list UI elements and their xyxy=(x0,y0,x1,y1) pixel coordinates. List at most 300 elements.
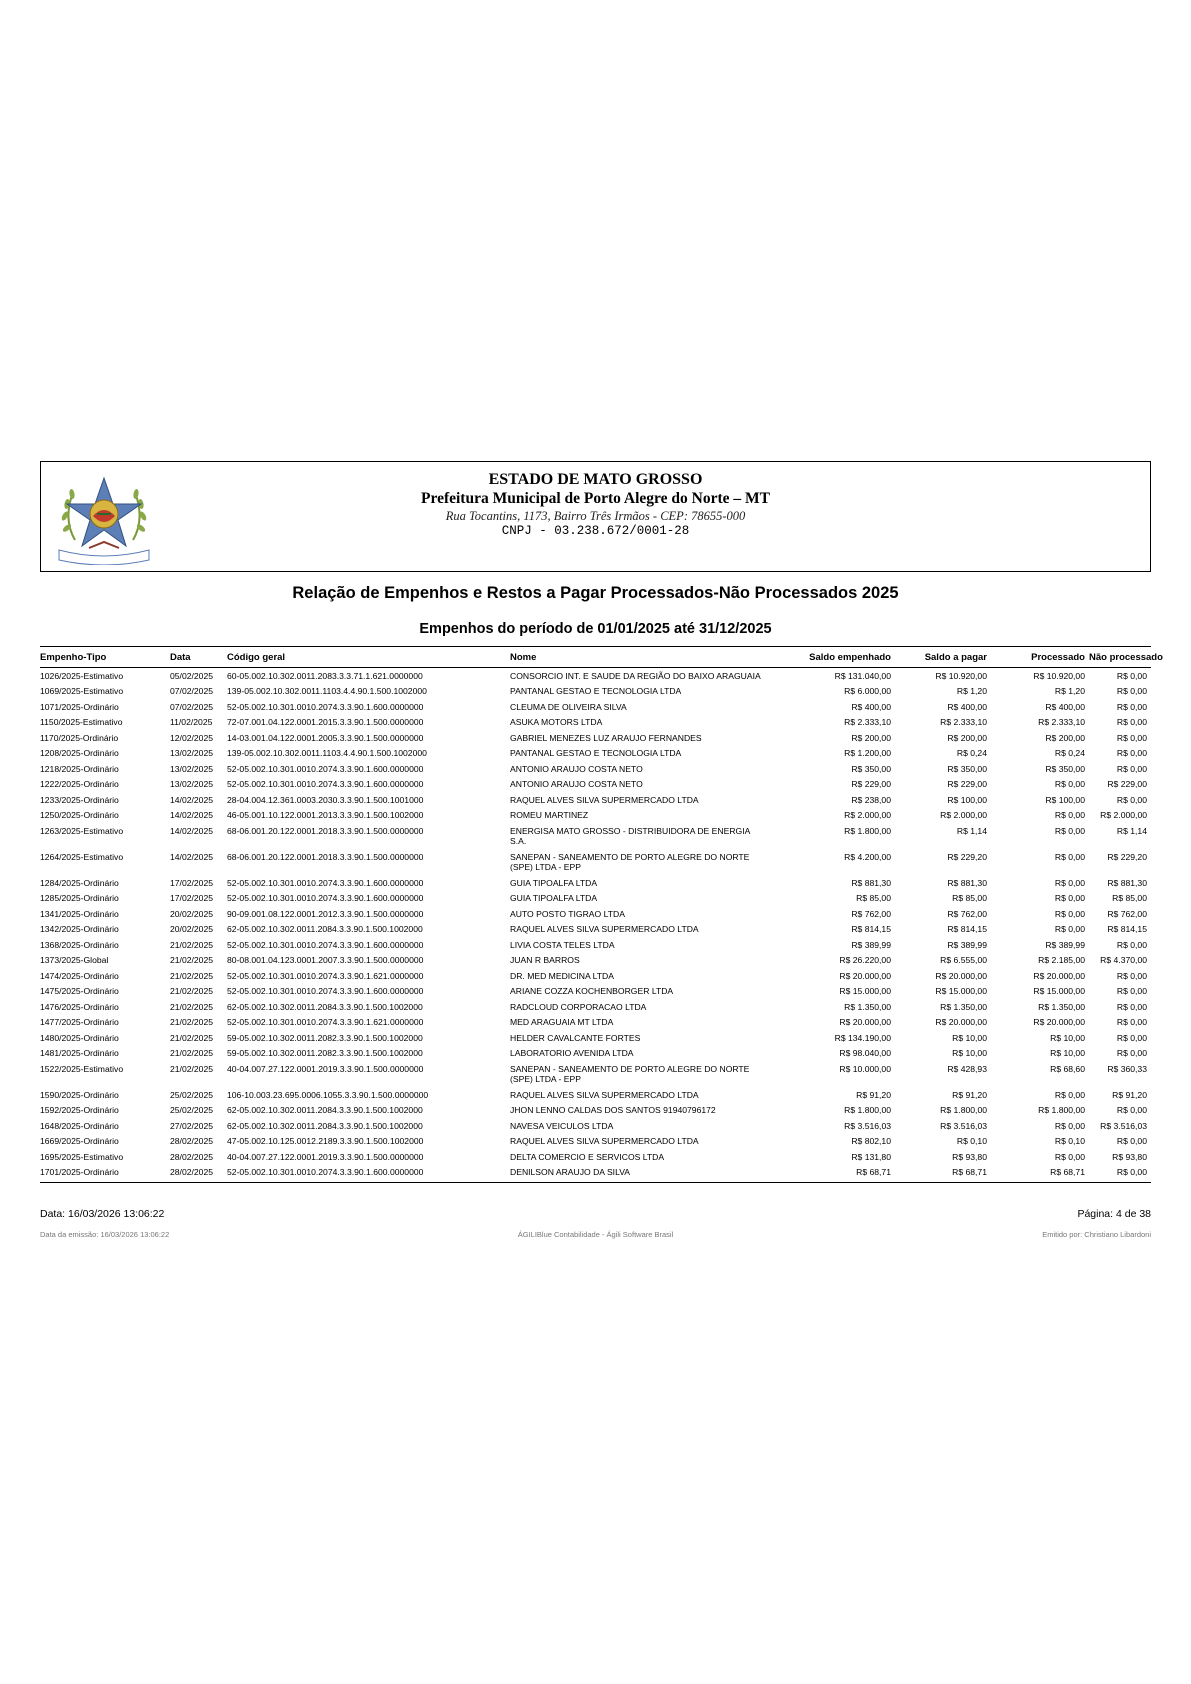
cell-processado: R$ 200,00 xyxy=(1045,732,1085,743)
state-name: ESTADO DE MATO GROSSO xyxy=(488,471,703,488)
cell-nao-processado: R$ 0,00 xyxy=(1116,717,1147,727)
footer-main xyxy=(40,1208,1151,1221)
cell-nome: SANEPAN - SANEAMENTO DE PORTO ALEGRE DO NORTE (SPE) LTDA - EPP xyxy=(510,851,750,872)
cell-codigo-geral: 28-04.004.12.361.0003.2030.3.3.90.1.500.1001000 xyxy=(227,794,424,805)
cell-saldo-a-pagar: R$ 20.000,00 xyxy=(935,970,987,981)
table-row xyxy=(40,777,1151,793)
table-row xyxy=(40,953,1151,969)
cell-processado: R$ 10.920,00 xyxy=(1033,670,1085,681)
table-row xyxy=(40,937,1151,953)
cell-saldo-empenhado: R$ 1.350,00 xyxy=(844,1001,891,1012)
table-row xyxy=(40,1030,1151,1046)
cell-processado: R$ 10,00 xyxy=(1050,1048,1085,1058)
cell-processado: R$ 0,00 xyxy=(1054,779,1085,789)
cell-saldo-empenhado: R$ 1.200,00 xyxy=(844,748,891,758)
footer-page: Página: 4 de 38 xyxy=(1077,1208,1151,1220)
cell-processado: R$ 0,00 xyxy=(1054,825,1085,836)
cell-nao-processado: R$ 0,00 xyxy=(1116,1017,1147,1027)
cell-codigo-geral: 139-05.002.10.302.0011.1103.4.4.90.1.500.1002000 xyxy=(227,748,427,758)
cell-saldo-a-pagar: R$ 350,00 xyxy=(947,763,987,774)
cell-codigo-geral: 139-05.002.10.302.0011.1103.4.4.90.1.500.1002000 xyxy=(227,686,427,696)
cell-nao-processado: R$ 93,80 xyxy=(1112,1151,1147,1162)
cell-codigo-geral: 52-05.002.10.301.0010.2074.3.3.90.1.600.0000000 xyxy=(227,877,424,888)
cell-saldo-empenhado: R$ 1.800,00 xyxy=(844,1105,891,1115)
cell-nao-processado: R$ 762,00 xyxy=(1107,908,1147,919)
cell-nao-processado: R$ 85,00 xyxy=(1112,893,1147,903)
cell-codigo-geral: 62-05.002.10.302.0011.2084.3.3.90.1.500.1002000 xyxy=(227,924,423,934)
empenhos-table-wrapper xyxy=(40,646,1163,1183)
cell-codigo-geral: 14-03.001.04.122.0001.2005.3.3.90.1.500.0000000 xyxy=(227,732,424,743)
cell-data: 07/02/2025 xyxy=(170,701,214,712)
table-bottom-rule xyxy=(40,1182,1151,1183)
cell-nao-processado: R$ 91,20 xyxy=(1112,1089,1147,1100)
cell-codigo-geral: 68-06.001.20.122.0001.2018.3.3.90.1.500.0000000 xyxy=(227,825,424,836)
cell-codigo-geral: 40-04.007.27.122.0001.2019.3.3.90.1.500.0000000 xyxy=(227,1151,424,1162)
cell-codigo-geral: 52-05.002.10.301.0010.2074.3.3.90.1.600.0000000 xyxy=(227,763,424,774)
cell-saldo-a-pagar: R$ 814,15 xyxy=(947,924,987,934)
cell-nao-processado: R$ 0,00 xyxy=(1116,670,1147,681)
cell-codigo-geral: 62-05.002.10.302.0011.2084.3.3.90.1.500.1002000 xyxy=(227,1120,423,1131)
cell-nome: MED ARAGUAIA MT LTDA xyxy=(510,1017,614,1027)
cell-empenho-tipo: 1695/2025-Estimativo xyxy=(40,1151,124,1162)
cell-data: 14/02/2025 xyxy=(170,794,214,805)
cell-processado: R$ 389,99 xyxy=(1045,939,1085,950)
cell-processado: R$ 0,00 xyxy=(1054,877,1085,888)
cell-empenho-tipo: 1285/2025-Ordinário xyxy=(40,893,119,903)
cell-codigo-geral: 52-05.002.10.301.0010.2074.3.3.90.1.600.0000000 xyxy=(227,893,424,903)
cell-empenho-tipo: 1522/2025-Estimativo xyxy=(40,1063,124,1074)
cell-nao-processado: R$ 2.000,00 xyxy=(1100,810,1147,820)
cell-empenho-tipo: 1208/2025-Ordinário xyxy=(40,748,119,758)
table-row xyxy=(40,891,1151,907)
cell-saldo-empenhado: R$ 91,20 xyxy=(856,1089,891,1100)
cell-empenho-tipo: 1590/2025-Ordinário xyxy=(40,1089,119,1100)
cell-codigo-geral: 52-05.002.10.301.0010.2074.3.3.90.1.600.0000000 xyxy=(227,701,424,712)
col-saldo-empenhado: Saldo empenhado xyxy=(765,647,895,668)
cell-saldo-empenhado: R$ 6.000,00 xyxy=(844,686,891,696)
cell-processado: R$ 0,00 xyxy=(1054,893,1085,903)
cell-data: 21/02/2025 xyxy=(170,955,214,965)
cell-empenho-tipo: 1170/2025-Ordinário xyxy=(40,732,119,743)
cell-saldo-a-pagar: R$ 400,00 xyxy=(947,701,987,712)
cell-saldo-a-pagar: R$ 100,00 xyxy=(947,794,987,805)
table-row xyxy=(40,808,1151,824)
cell-data: 13/02/2025 xyxy=(170,748,214,758)
cell-saldo-empenhado: R$ 131,80 xyxy=(851,1151,891,1162)
cell-empenho-tipo: 1648/2025-Ordinário xyxy=(40,1120,119,1131)
cell-processado: R$ 1.800,00 xyxy=(1038,1105,1085,1115)
cell-empenho-tipo: 1069/2025-Estimativo xyxy=(40,686,124,696)
cnpj: CNPJ - 03.238.672/0001-28 xyxy=(501,524,690,538)
table-row xyxy=(40,1118,1151,1134)
cell-saldo-a-pagar: R$ 10,00 xyxy=(952,1048,987,1058)
table-body xyxy=(40,668,1151,1182)
cell-saldo-a-pagar: R$ 93,80 xyxy=(952,1151,987,1162)
col-saldo-a-pagar: Saldo a pagar xyxy=(895,647,991,668)
letterhead-text xyxy=(41,470,1150,539)
cell-processado: R$ 0,00 xyxy=(1054,1151,1085,1162)
cell-codigo-geral: 59-05.002.10.302.0011.2082.3.3.90.1.500.1002000 xyxy=(227,1032,423,1043)
cell-saldo-empenhado: R$ 802,10 xyxy=(851,1136,891,1146)
cell-saldo-a-pagar: R$ 0,10 xyxy=(956,1136,987,1146)
cell-data: 25/02/2025 xyxy=(170,1105,214,1115)
cell-empenho-tipo: 1368/2025-Ordinário xyxy=(40,939,119,950)
cell-saldo-a-pagar: R$ 762,00 xyxy=(947,908,987,919)
table-row xyxy=(40,1103,1151,1119)
cell-processado: R$ 20.000,00 xyxy=(1033,1017,1085,1027)
cell-codigo-geral: 68-06.001.20.122.0001.2018.3.3.90.1.500.0000000 xyxy=(227,851,424,862)
cell-processado: R$ 0,10 xyxy=(1054,1136,1085,1146)
cell-nao-processado: R$ 0,00 xyxy=(1116,1167,1147,1177)
table-row xyxy=(40,1165,1151,1182)
cell-nao-processado: R$ 229,20 xyxy=(1107,851,1147,862)
table-row xyxy=(40,823,1151,849)
table-row xyxy=(40,1134,1151,1150)
cell-codigo-geral: 106-10.003.23.695.0006.1055.3.3.90.1.500.0000000 xyxy=(227,1089,429,1100)
table-row xyxy=(40,792,1151,808)
cell-nome: DR. MED MEDICINA LTDA xyxy=(510,970,614,981)
cell-codigo-geral: 62-05.002.10.302.0011.2084.3.3.90.1.500.1002000 xyxy=(227,1001,423,1012)
table-row xyxy=(40,968,1151,984)
cell-nome: LABORATORIO AVENIDA LTDA xyxy=(510,1048,634,1058)
cell-saldo-empenhado: R$ 200,00 xyxy=(851,732,891,743)
cell-nome: JUAN R BARROS xyxy=(510,955,580,965)
table-row xyxy=(40,875,1151,891)
cell-codigo-geral: 47-05.002.10.125.0012.2189.3.3.90.1.500.1002000 xyxy=(227,1136,424,1146)
cell-saldo-empenhado: R$ 15.000,00 xyxy=(839,986,891,996)
cell-nao-processado: R$ 229,00 xyxy=(1107,779,1147,789)
cell-saldo-empenhado: R$ 2.000,00 xyxy=(844,810,891,820)
table-row xyxy=(40,1087,1151,1103)
table-row xyxy=(40,684,1151,700)
cell-saldo-a-pagar: R$ 1.800,00 xyxy=(940,1105,987,1115)
cell-empenho-tipo: 1264/2025-Estimativo xyxy=(40,851,124,862)
cell-data: 28/02/2025 xyxy=(170,1136,214,1146)
cell-codigo-geral: 90-09.001.08.122.0001.2012.3.3.90.1.500.0000000 xyxy=(227,908,424,919)
cell-empenho-tipo: 1071/2025-Ordinário xyxy=(40,701,119,712)
cell-processado: R$ 15.000,00 xyxy=(1033,986,1085,996)
cell-nome: LIVIA COSTA TELES LTDA xyxy=(510,939,615,950)
cell-nome: JHON LENNO CALDAS DOS SANTOS 91940796172 xyxy=(510,1105,716,1115)
cell-saldo-empenhado: R$ 3.516,03 xyxy=(844,1120,891,1131)
table-row xyxy=(40,699,1151,715)
cell-empenho-tipo: 1284/2025-Ordinário xyxy=(40,877,119,888)
footer-software: ÁGILIBlue Contabilidade - Ágili Software Brasil xyxy=(517,1230,674,1239)
cell-nome: HELDER CAVALCANTE FORTES xyxy=(510,1032,641,1043)
cell-nome: RAQUEL ALVES SILVA SUPERMERCADO LTDA xyxy=(510,1089,699,1100)
footer-issued-by: Emitido por: Christiano Libardoni xyxy=(1042,1230,1151,1239)
cell-processado: R$ 1,20 xyxy=(1054,686,1085,696)
cell-saldo-a-pagar: R$ 200,00 xyxy=(947,732,987,743)
cell-empenho-tipo: 1480/2025-Ordinário xyxy=(40,1032,119,1043)
cell-nao-processado: R$ 0,00 xyxy=(1116,986,1147,996)
cell-nao-processado: R$ 814,15 xyxy=(1107,924,1147,934)
cell-data: 12/02/2025 xyxy=(170,732,214,743)
cell-saldo-a-pagar: R$ 15.000,00 xyxy=(935,986,987,996)
cell-processado: R$ 0,00 xyxy=(1054,1089,1085,1100)
cell-saldo-empenhado: R$ 400,00 xyxy=(851,701,891,712)
cell-empenho-tipo: 1669/2025-Ordinário xyxy=(40,1136,119,1146)
period-title: Empenhos do período de 01/01/2025 até 31/12/2025 xyxy=(419,621,772,637)
cell-empenho-tipo: 1373/2025-Global xyxy=(40,955,109,965)
cell-empenho-tipo: 1222/2025-Ordinário xyxy=(40,779,119,789)
cell-processado: R$ 0,00 xyxy=(1054,810,1085,820)
cell-codigo-geral: 80-08.001.04.123.0001.2007.3.3.90.1.500.0000000 xyxy=(227,955,424,965)
col-nao-processado: Não processado xyxy=(1089,647,1151,668)
cell-data: 17/02/2025 xyxy=(170,877,214,888)
cell-data: 21/02/2025 xyxy=(170,1032,214,1043)
cell-processado: R$ 0,00 xyxy=(1054,851,1085,862)
cell-data: 28/02/2025 xyxy=(170,1151,214,1162)
cell-codigo-geral: 52-05.002.10.301.0010.2074.3.3.90.1.600.0000000 xyxy=(227,986,424,996)
cell-data: 25/02/2025 xyxy=(170,1089,214,1100)
cell-nome: DELTA COMERCIO E SERVICOS LTDA xyxy=(510,1151,665,1162)
cell-empenho-tipo: 1026/2025-Estimativo xyxy=(40,670,124,681)
cell-nao-processado: R$ 0,00 xyxy=(1116,1105,1147,1115)
cell-processado: R$ 68,60 xyxy=(1050,1063,1085,1074)
cell-processado: R$ 2.333,10 xyxy=(1038,717,1085,727)
cell-data: 21/02/2025 xyxy=(170,986,214,996)
cell-empenho-tipo: 1592/2025-Ordinário xyxy=(40,1105,119,1115)
cell-saldo-empenhado: R$ 762,00 xyxy=(851,908,891,919)
cell-empenho-tipo: 1474/2025-Ordinário xyxy=(40,970,119,981)
cell-empenho-tipo: 1476/2025-Ordinário xyxy=(40,1001,119,1012)
cell-nome: SANEPAN - SANEAMENTO DE PORTO ALEGRE DO NORTE (SPE) LTDA - EPP xyxy=(510,1063,750,1084)
cell-nao-processado: R$ 0,00 xyxy=(1116,701,1147,712)
cell-codigo-geral: 46-05.001.10.122.0001.2013.3.3.90.1.500.1002000 xyxy=(227,810,424,820)
cell-saldo-a-pagar: R$ 1,20 xyxy=(956,686,987,696)
cell-empenho-tipo: 1701/2025-Ordinário xyxy=(40,1167,119,1177)
table-row xyxy=(40,906,1151,922)
cell-nome: ROMEU MARTINEZ xyxy=(510,810,589,820)
cell-data: 07/02/2025 xyxy=(170,686,214,696)
cell-nome: ASUKA MOTORS LTDA xyxy=(510,717,603,727)
cell-codigo-geral: 52-05.002.10.301.0010.2074.3.3.90.1.600.0000000 xyxy=(227,1167,424,1177)
cell-codigo-geral: 62-05.002.10.302.0011.2084.3.3.90.1.500.1002000 xyxy=(227,1105,423,1115)
cell-nao-processado: R$ 0,00 xyxy=(1116,939,1147,950)
cell-nome: DENILSON ARAUJO DA SILVA xyxy=(510,1167,631,1177)
cell-processado: R$ 68,71 xyxy=(1050,1167,1085,1177)
table-row xyxy=(40,1015,1151,1031)
cell-empenho-tipo: 1218/2025-Ordinário xyxy=(40,763,119,774)
cell-empenho-tipo: 1233/2025-Ordinário xyxy=(40,794,119,805)
cell-saldo-empenhado: R$ 350,00 xyxy=(851,763,891,774)
cell-data: 13/02/2025 xyxy=(170,763,214,774)
cell-data: 21/02/2025 xyxy=(170,1048,214,1058)
table-header-row xyxy=(40,647,1151,668)
footer-date: Data: 16/03/2026 13:06:22 xyxy=(40,1208,165,1220)
cell-processado: R$ 350,00 xyxy=(1045,763,1085,774)
footer-emission: Data da emissão: 16/03/2026 13:06:22 xyxy=(40,1230,170,1239)
cell-nome: RAQUEL ALVES SILVA SUPERMERCADO LTDA xyxy=(510,924,699,934)
cell-nome: GUIA TIPOALFA LTDA xyxy=(510,877,598,888)
cell-empenho-tipo: 1481/2025-Ordinário xyxy=(40,1048,119,1058)
cell-saldo-empenhado: R$ 68,71 xyxy=(856,1167,891,1177)
cell-saldo-a-pagar: R$ 1.350,00 xyxy=(940,1001,987,1012)
cell-saldo-empenhado: R$ 2.333,10 xyxy=(844,717,891,727)
col-nome: Nome xyxy=(510,647,765,668)
cell-nome: CLEUMA DE OLIVEIRA SILVA xyxy=(510,701,627,712)
cell-nao-processado: R$ 360,33 xyxy=(1107,1063,1147,1074)
cell-saldo-a-pagar: R$ 2.333,10 xyxy=(940,717,987,727)
table-row xyxy=(40,922,1151,938)
cell-nome: PANTANAL GESTAO E TECNOLOGIA LTDA xyxy=(510,748,682,758)
cell-codigo-geral: 72-07.001.04.122.0001.2015.3.3.90.1.500.0000000 xyxy=(227,717,424,727)
cell-data: 21/02/2025 xyxy=(170,1017,214,1027)
cell-saldo-empenhado: R$ 881,30 xyxy=(851,877,891,888)
cell-processado: R$ 2.185,00 xyxy=(1038,955,1085,965)
cell-nome: ANTONIO ARAUJO COSTA NETO xyxy=(510,779,643,789)
cell-nome: RAQUEL ALVES SILVA SUPERMERCADO LTDA xyxy=(510,794,699,805)
cell-codigo-geral: 52-05.002.10.301.0010.2074.3.3.90.1.600.0000000 xyxy=(227,779,424,789)
cell-nao-processado: R$ 3.516,03 xyxy=(1100,1120,1147,1131)
cell-saldo-empenhado: R$ 389,99 xyxy=(851,939,891,950)
cell-processado: R$ 1.350,00 xyxy=(1038,1001,1085,1012)
cell-codigo-geral: 59-05.002.10.302.0011.2082.3.3.90.1.500.1002000 xyxy=(227,1048,423,1058)
cell-codigo-geral: 52-05.002.10.301.0010.2074.3.3.90.1.621.0000000 xyxy=(227,1017,424,1027)
cell-saldo-a-pagar: R$ 2.000,00 xyxy=(940,810,987,820)
cell-nao-processado: R$ 0,00 xyxy=(1116,970,1147,981)
cell-saldo-empenhado: R$ 20.000,00 xyxy=(839,970,891,981)
cell-nao-processado: R$ 0,00 xyxy=(1116,1048,1147,1058)
cell-processado: R$ 10,00 xyxy=(1050,1032,1085,1043)
cell-saldo-empenhado: R$ 131.040,00 xyxy=(834,670,891,681)
cell-processado: R$ 20.000,00 xyxy=(1033,970,1085,981)
cell-codigo-geral: 52-05.002.10.301.0010.2074.3.3.90.1.621.0000000 xyxy=(227,970,424,981)
table-row xyxy=(40,999,1151,1015)
cell-saldo-a-pagar: R$ 389,99 xyxy=(947,939,987,950)
table-row xyxy=(40,715,1151,731)
cell-nao-processado: R$ 0,00 xyxy=(1116,748,1147,758)
cell-saldo-a-pagar: R$ 10.920,00 xyxy=(935,670,987,681)
cell-saldo-empenhado: R$ 20.000,00 xyxy=(839,1017,891,1027)
cell-nao-processado: R$ 0,00 xyxy=(1116,1136,1147,1146)
table-row xyxy=(40,1149,1151,1165)
cell-nome: CONSORCIO INT. E SAUDE DA REGIÃO DO BAIXO ARAGUAIA xyxy=(510,670,761,681)
table-row xyxy=(40,849,1151,875)
cell-data: 14/02/2025 xyxy=(170,825,214,836)
cell-nao-processado: R$ 0,00 xyxy=(1116,794,1147,805)
cell-saldo-a-pagar: R$ 85,00 xyxy=(952,893,987,903)
cell-nao-processado: R$ 881,30 xyxy=(1107,877,1147,888)
cell-saldo-empenhado: R$ 4.200,00 xyxy=(844,851,891,862)
cell-saldo-a-pagar: R$ 1,14 xyxy=(956,825,987,836)
footer-meta xyxy=(40,1230,1151,1240)
cell-processado: R$ 0,00 xyxy=(1054,908,1085,919)
cell-codigo-geral: 40-04.007.27.122.0001.2019.3.3.90.1.500.0000000 xyxy=(227,1063,424,1074)
empenhos-table xyxy=(40,646,1163,1182)
cell-nome: ENERGISA MATO GROSSO - DISTRIBUIDORA DE ENERGIA S.A. xyxy=(510,825,750,846)
cell-data: 14/02/2025 xyxy=(170,851,214,862)
cell-nome: ANTONIO ARAUJO COSTA NETO xyxy=(510,763,643,774)
prefeitura-name: Prefeitura Municipal de Porto Alegre do Norte – MT xyxy=(421,490,770,507)
cell-processado: R$ 100,00 xyxy=(1045,794,1085,805)
cell-saldo-empenhado: R$ 229,00 xyxy=(851,779,891,789)
cell-codigo-geral: 60-05.002.10.302.0011.2083.3.3.71.1.621.0000000 xyxy=(227,670,423,681)
col-empenho-tipo: Empenho-Tipo xyxy=(40,647,170,668)
cell-data: 20/02/2025 xyxy=(170,908,214,919)
table-row xyxy=(40,1061,1151,1087)
cell-nao-processado: R$ 0,00 xyxy=(1116,1032,1147,1043)
cell-nao-processado: R$ 0,00 xyxy=(1116,1001,1147,1012)
cell-nao-processado: R$ 4.370,00 xyxy=(1100,955,1147,965)
cell-saldo-a-pagar: R$ 881,30 xyxy=(947,877,987,888)
cell-saldo-a-pagar: R$ 20.000,00 xyxy=(935,1017,987,1027)
cell-empenho-tipo: 1477/2025-Ordinário xyxy=(40,1017,119,1027)
report-title: Relação de Empenhos e Restos a Pagar Processados-Não Processados 2025 xyxy=(292,584,899,602)
cell-empenho-tipo: 1342/2025-Ordinário xyxy=(40,924,119,934)
cell-data: 11/02/2025 xyxy=(170,717,213,727)
cell-data: 20/02/2025 xyxy=(170,924,214,934)
cell-saldo-a-pagar: R$ 428,93 xyxy=(947,1063,987,1074)
cell-nao-processado: R$ 1,14 xyxy=(1116,825,1147,836)
cell-nao-processado: R$ 0,00 xyxy=(1116,732,1147,743)
cell-data: 27/02/2025 xyxy=(170,1120,214,1131)
cell-data: 21/02/2025 xyxy=(170,939,214,950)
cell-saldo-a-pagar: R$ 91,20 xyxy=(952,1089,987,1100)
cell-empenho-tipo: 1150/2025-Estimativo xyxy=(40,717,123,727)
table-row xyxy=(40,984,1151,1000)
cell-saldo-a-pagar: R$ 229,00 xyxy=(947,779,987,789)
cell-saldo-empenhado: R$ 238,00 xyxy=(851,794,891,805)
cell-data: 28/02/2025 xyxy=(170,1167,214,1177)
col-data: Data xyxy=(170,647,227,668)
cell-nome: RAQUEL ALVES SILVA SUPERMERCADO LTDA xyxy=(510,1136,699,1146)
cell-saldo-a-pagar: R$ 6.555,00 xyxy=(940,955,987,965)
cell-saldo-empenhado: R$ 98.040,00 xyxy=(839,1048,891,1058)
col-codigo-geral: Código geral xyxy=(227,647,510,668)
cell-nome: RADCLOUD CORPORACAO LTDA xyxy=(510,1001,647,1012)
table-row xyxy=(40,730,1151,746)
letterhead xyxy=(40,461,1151,572)
cell-empenho-tipo: 1475/2025-Ordinário xyxy=(40,986,119,996)
cell-saldo-a-pagar: R$ 229,20 xyxy=(947,851,987,862)
cell-nao-processado: R$ 0,00 xyxy=(1116,763,1147,774)
table-row xyxy=(40,761,1151,777)
cell-saldo-a-pagar: R$ 68,71 xyxy=(952,1167,987,1177)
cell-processado: R$ 400,00 xyxy=(1045,701,1085,712)
cell-nome: PANTANAL GESTAO E TECNOLOGIA LTDA xyxy=(510,686,682,696)
cell-nome: GABRIEL MENEZES LUZ ARAUJO FERNANDES xyxy=(510,732,702,743)
cell-empenho-tipo: 1263/2025-Estimativo xyxy=(40,825,124,836)
cell-nome: AUTO POSTO TIGRAO LTDA xyxy=(510,908,625,919)
cell-data: 21/02/2025 xyxy=(170,1001,214,1012)
cell-data: 14/02/2025 xyxy=(170,810,214,820)
cell-saldo-empenhado: R$ 26.220,00 xyxy=(839,955,891,965)
cell-saldo-a-pagar: R$ 0,24 xyxy=(956,748,987,758)
cell-codigo-geral: 52-05.002.10.301.0010.2074.3.3.90.1.600.0000000 xyxy=(227,939,424,950)
table-row xyxy=(40,1046,1151,1062)
cell-data: 17/02/2025 xyxy=(170,893,214,903)
address: Rua Tocantins, 1173, Bairro Três Irmãos - CEP: 78655-000 xyxy=(445,509,746,523)
cell-nao-processado: R$ 0,00 xyxy=(1116,686,1147,696)
cell-data: 05/02/2025 xyxy=(170,670,214,681)
cell-data: 21/02/2025 xyxy=(170,970,214,981)
cell-empenho-tipo: 1341/2025-Ordinário xyxy=(40,908,119,919)
cell-saldo-empenhado: R$ 10.000,00 xyxy=(839,1063,891,1074)
cell-processado: R$ 0,00 xyxy=(1054,1120,1085,1131)
cell-processado: R$ 0,00 xyxy=(1054,924,1085,934)
cell-saldo-empenhado: R$ 134.190,00 xyxy=(834,1032,891,1043)
cell-nome: GUIA TIPOALFA LTDA xyxy=(510,893,598,903)
cell-nome: NAVESA VEICULOS LTDA xyxy=(510,1120,614,1131)
cell-saldo-a-pagar: R$ 3.516,03 xyxy=(940,1120,987,1131)
cell-saldo-a-pagar: R$ 10,00 xyxy=(952,1032,987,1043)
cell-data: 13/02/2025 xyxy=(170,779,214,789)
cell-saldo-empenhado: R$ 85,00 xyxy=(856,893,891,903)
col-processado: Processado xyxy=(991,647,1089,668)
cell-processado: R$ 0,24 xyxy=(1054,748,1085,758)
